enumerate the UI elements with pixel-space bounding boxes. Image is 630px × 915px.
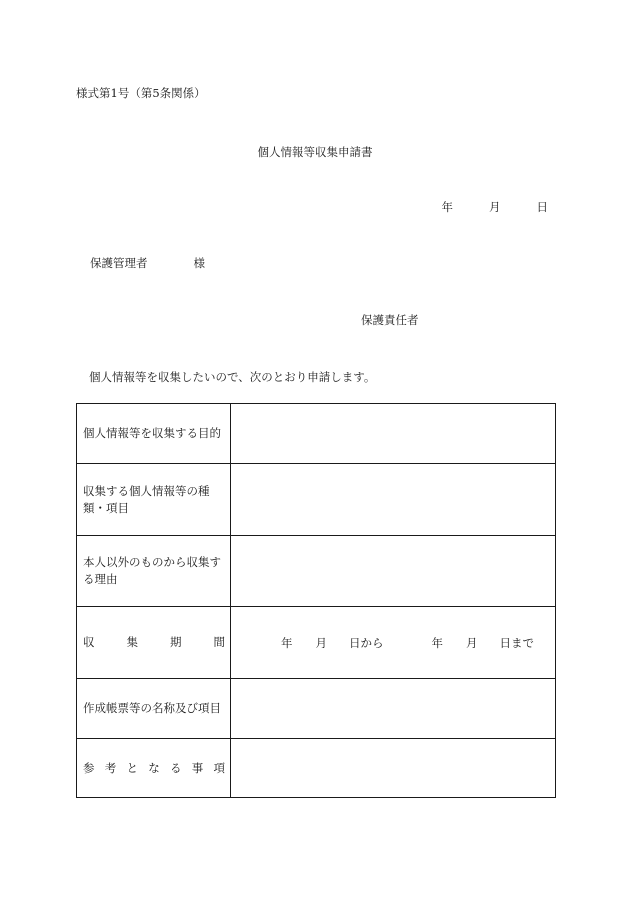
addressee bbox=[90, 255, 205, 271]
period-end-day: 日まで bbox=[499, 635, 534, 650]
date-day: 日 bbox=[536, 200, 548, 214]
date-month: 月 bbox=[489, 200, 501, 214]
label-forms: 作成帳票等の名称及び項目 bbox=[77, 679, 231, 739]
reason-field[interactable] bbox=[231, 536, 556, 607]
table-row bbox=[77, 536, 556, 607]
forms-field[interactable] bbox=[231, 679, 556, 739]
collection-period bbox=[231, 635, 555, 651]
application-table bbox=[76, 403, 556, 798]
addressee-honorific: 様 bbox=[193, 256, 205, 270]
period-start-year: 年 bbox=[281, 635, 293, 650]
label-reason: 本人以外のものから収集する理由 bbox=[77, 536, 231, 607]
reference-label-letters: 参 考 と な る 事 項 bbox=[83, 760, 225, 775]
types-field[interactable] bbox=[231, 464, 556, 536]
document-title: 個人情報等収集申請書 bbox=[257, 145, 373, 159]
table-row bbox=[77, 607, 556, 679]
date-line bbox=[442, 199, 549, 215]
period-end-month: 月 bbox=[466, 635, 478, 650]
purpose-field[interactable] bbox=[231, 404, 556, 464]
table-row bbox=[77, 739, 556, 798]
label-types: 収集する個人情報等の種類・項目 bbox=[77, 464, 231, 536]
period-start-month: 月 bbox=[315, 635, 327, 650]
label-period bbox=[77, 607, 231, 679]
period-label-letters: 収 集 期 間 bbox=[83, 635, 225, 649]
label-reference bbox=[77, 739, 231, 798]
addressee-name: 保護管理者 bbox=[90, 256, 148, 270]
applicant-title: 保護責任者 bbox=[361, 313, 419, 327]
period-start-day: 日から bbox=[349, 635, 384, 650]
period-end-year: 年 bbox=[431, 635, 443, 650]
reference-field[interactable] bbox=[231, 739, 556, 798]
table-row bbox=[77, 679, 556, 739]
date-year: 年 bbox=[441, 200, 453, 214]
form-number: 様式第1号（第5条関係） bbox=[76, 86, 206, 100]
period-field[interactable] bbox=[231, 607, 556, 679]
table-row bbox=[77, 404, 556, 464]
table-row bbox=[77, 464, 556, 536]
intro-text: 個人情報等を収集したいので、次のとおり申請します。 bbox=[89, 370, 376, 384]
label-purpose: 個人情報等を収集する目的 bbox=[77, 404, 231, 464]
